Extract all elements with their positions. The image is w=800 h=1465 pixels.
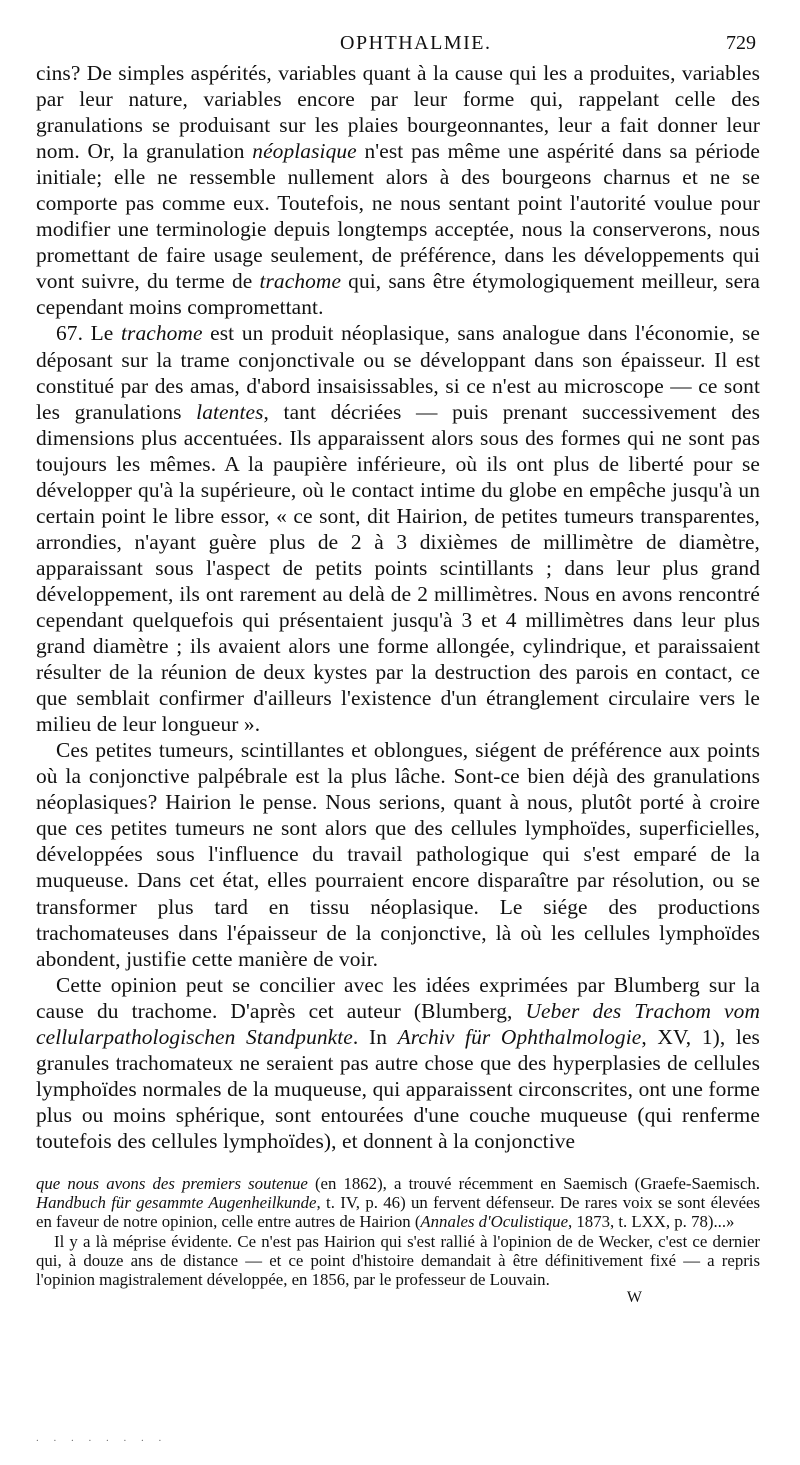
- page-edge-dots: . . . . . . . .: [36, 1432, 168, 1444]
- italic-text: Archiv für Ophthalmologie: [397, 1024, 642, 1049]
- text-run: , t. IV, p. 46) un fervent défenseur. De rares voix se sont élevées en faveur de notre opinion, celle entre autres de Hairion (: [36, 1193, 760, 1232]
- paragraph-4: [36, 972, 760, 1154]
- main-text: [36, 60, 760, 1154]
- text-run: qui, sans être étymologiquement meilleur, sera cependant moins compromettant.: [36, 269, 760, 320]
- text-run: Il y a là méprise évidente. Ce n'est pas Hairion qui s'est rallié à l'opinion de de Wecker, c'est ce dernier qui, à douze ans de distance — et ce point d'histoire demandait à être définitivement fixé — a repris l'opinion magistralement développée, en 1856, par le professeur de Louvain.: [36, 1231, 760, 1289]
- page-number: 729: [726, 32, 756, 54]
- italic-text: trachome: [259, 269, 342, 294]
- text-run: (en 1862), a trouvé récemment en Saemisch (Graefe-Saemisch.: [307, 1173, 760, 1193]
- text-run: , 1873, t. LXX, p. 78)...»: [568, 1212, 735, 1232]
- italic-text: trachome: [120, 321, 203, 346]
- text-run: , XV, 1), les granules trachomateux ne seraient pas autre chose que des hyperplasies de cellules lymphoïdes normales de la muqueuse, qui apparaissent circonscrites, ont une forme plus ou moins sphérique, sont entourées d'une couche muqueuse (qui renferme toutefois des cellules lymphoïdes), et donnent à la conjonctive: [36, 1024, 760, 1153]
- running-title: OPHTHALMIE.: [340, 32, 492, 54]
- text-run: . In: [352, 1024, 398, 1049]
- text-run: Cette opinion peut se concilier avec les idées exprimées par Blumberg sur la cause du trachome. D'après cet auteur (Blumberg,: [36, 972, 760, 1023]
- paragraph-2: [36, 320, 760, 737]
- signature-mark: W: [626, 1289, 642, 1307]
- footnote-2: [36, 1232, 760, 1290]
- italic-text: Annales d'Oculistique: [420, 1212, 569, 1232]
- footnotes: [36, 1174, 760, 1289]
- italic-text: néoplasique: [252, 139, 357, 164]
- italic-text: Handbuch für gesammte Augenheilkunde: [36, 1193, 317, 1213]
- text-run: cins? De simples aspérités, variables quant à la cause qui les a produites, variables par leur nature, variables encore par leur forme qui, rappelant celle des granulations se produisant sur les plaies bourgeonnantes, leur a fait donner leur nom. Or, la granulation: [36, 61, 760, 164]
- italic-text: que nous avons des premiers soutenue: [36, 1173, 308, 1193]
- text-run: 67. Le: [56, 321, 121, 346]
- paragraph-1: [36, 60, 760, 320]
- text-run: est un produit néoplasique, sans analogue dans l'économie, se déposant sur la trame conjonctivale ou se développant dans son épaisseur. Il est constitué par des amas, d'abord insaisissables, si ce n'est au microscope — ce sont les granulations: [36, 321, 760, 424]
- running-header: [36, 26, 760, 60]
- italic-text: Ueber des Trachom vom cellularpathologischen Standpunkte: [36, 998, 760, 1049]
- text-run: , tant décriées — puis prenant successivement des dimensions plus accentuées. Ils apparaissent alors sous des formes qui ne sont pas toujours les mêmes. A la paupière inférieure, où ils ont plus de liberté pour se développer qu'à la supérieure, où le contact intime du globe en empêche jusqu'à un certain point le libre essor, « ce sont, dit Hairion, de petites tumeurs transparentes, arrondies, n'ayant guère plus de 2 à 3 dixièmes de millimètre de diamètre, apparaissant sous l'aspect de petits points scintillants ; dans leur plus grand développement, ils ont rarement au delà de 2 millimètres. Nous en avons rencontré cependant quelquefois qui présentaient jusqu'à 3 et 4 millimètres dans leur plus grand diamètre ; ils avaient alors une forme allongée, cylindrique, et paraissaient résulter de la réunion de deux kystes par la destruction des parois en contact, ce que semblait confirmer d'ailleurs l'existence d'un étranglement circulaire vers le milieu de leur longueur ».: [36, 399, 761, 737]
- text-run: Ces petites tumeurs, scintillantes et oblongues, siégent de préférence aux points où la conjonctive palpébrale est la plus lâche. Sont-ce bien déjà des granulations néoplasiques? Hairion le pense. Nous serions, quant à nous, plutôt porté à croire que ces petites tumeurs ne sont alors que des cellules lymphoïdes, superficielles, développées sous l'influence du travail pathologique qui s'est emparé de la muqueuse. Dans cet état, elles pourraient encore disparaître par résolution, ou se transformer plus tard en tissu néoplasique. Le siége des productions trachomateuses dans l'épaisseur de la conjonctive, là où les cellules lymphoïdes abondent, justifie cette manière de voir.: [36, 738, 760, 971]
- footnote-1: [36, 1174, 760, 1232]
- text-run: n'est pas même une aspérité dans sa période initiale; elle ne ressemble nullement alors à des bourgeons charnus et ne se comporte pas comme eux. Toutefois, ne nous sentant point l'autorité voulue pour modifier une terminologie depuis longtemps acceptée, nous la conserverons, nous promettant de faire usage seulement, de préférence, dans les développements qui vont suivre, du terme de: [36, 139, 760, 294]
- paragraph-3: [36, 737, 760, 971]
- italic-text: latentes: [196, 399, 264, 424]
